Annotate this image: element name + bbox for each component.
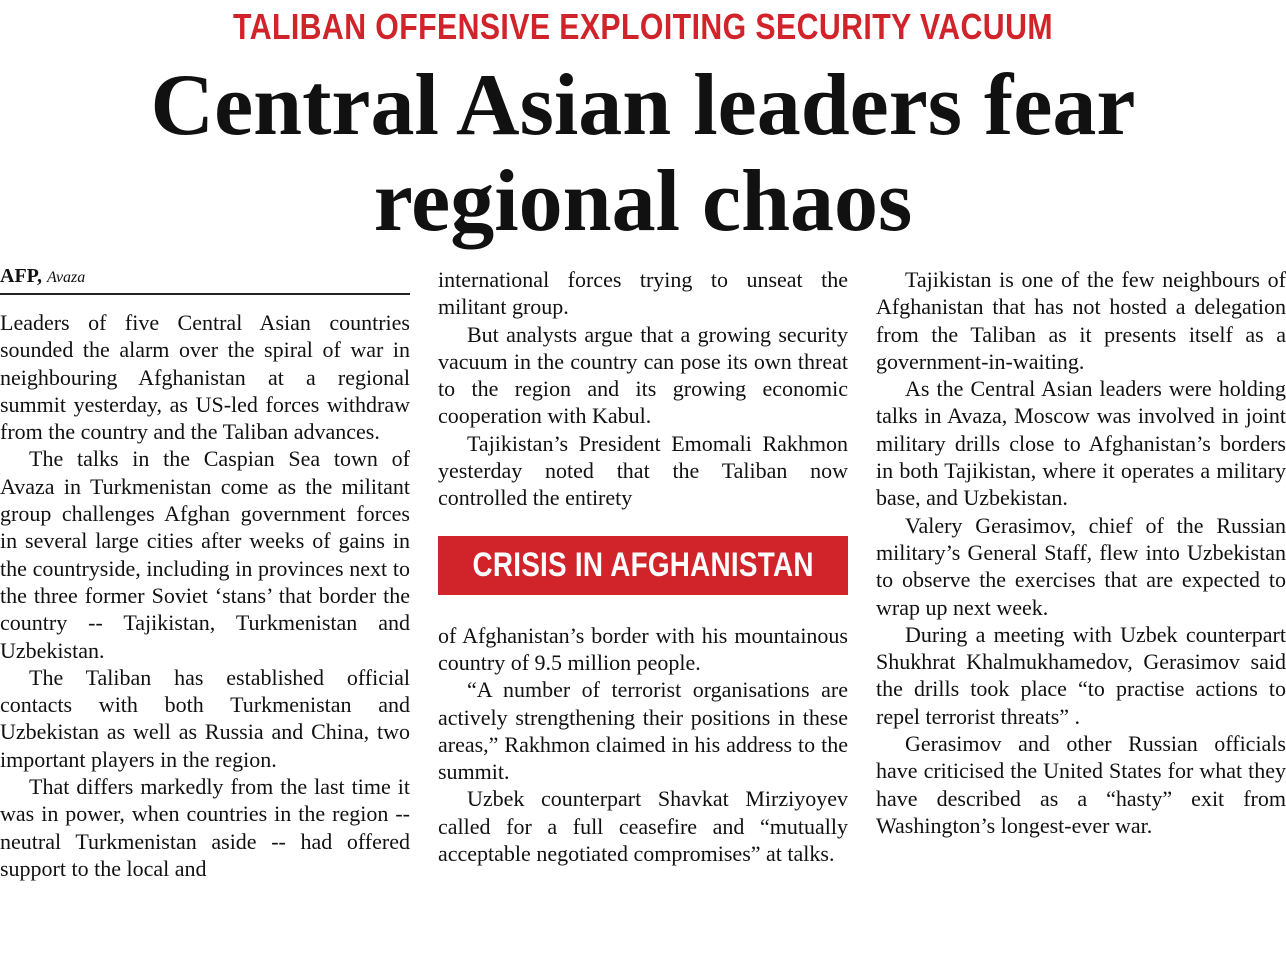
main-headline (0, 58, 1286, 250)
kicker-headline: TALIBAN OFFENSIVE EXPLOITING SECURITY VACUUM (233, 6, 1053, 47)
paragraph: Valery Gerasimov, chief of the Russian military’s General Staff, flew into Uzbekistan to observe the exercises that are expected to wrap up next week. (876, 512, 1286, 620)
paragraph: But analysts argue that a growing security vacuum in the country can pose its own threat to the region and its growing economic cooperation with Kabul. (438, 321, 848, 429)
paragraph: As the Central Asian leaders were holding talks in Avaza, Moscow was involved in joint military drills close to Afghanistan’s borders in both Tajikistan, where it operates a military base, and Uzbekistan. (876, 376, 1286, 511)
article-column-2 (438, 266, 848, 867)
paragraph: Tajikistan is one of the few neighbours of Afghanistan that has not hosted a delegation from the Taliban as it presents itself as a government-in-waiting. (876, 267, 1286, 374)
paragraph: That differs markedly from the last time it was in power, when countries in the region -- neutral Turkmenistan aside -- had offered support to the local and (0, 774, 410, 881)
byline (0, 266, 410, 295)
paragraph: Uzbek counterpart Shavkat Mirziyoyev called for a full ceasefire and “mutually acceptable negotiated compromises” at talks. (438, 786, 848, 867)
byline-place: Avaza (47, 269, 86, 286)
paragraph: Leaders of five Central Asian countries sounded the alarm over the spiral of war in neighbouring Afghanistan at a regional summit yesterday, as US-led forces withdraw from the country and the Taliban advances. (0, 310, 410, 445)
paragraph: The Taliban has established official contacts with both Turkmenistan and Uzbekistan as well as Russia and China, two important players in the region. (0, 664, 410, 772)
paragraph: During a meeting with Uzbek counterpart Shukhrat Khalmukhamedov, Gerasimov said the drills took place “to practise actions to repel terrorist threats” . (876, 621, 1286, 729)
headline-line-2: regional chaos (373, 153, 913, 250)
paragraph: Gerasimov and other Russian officials have criticised the United States for what they have described as a “hasty” exit from Washington’s longest-ever war. (876, 731, 1286, 838)
section-banner (438, 536, 848, 595)
byline-agency: AFP, (0, 265, 43, 287)
headline-line-1: Central Asian leaders fear (150, 57, 1136, 154)
paragraph: international forces trying to unseat the militant group. (438, 267, 848, 320)
article-column-3 (876, 266, 1286, 839)
paragraph: “A number of terrorist organisations are actively strengthening their positions in these areas,” Rakhmon claimed in his address to the summit. (438, 677, 848, 785)
paragraph: Tajikistan’s President Emomali Rakhmon yesterday noted that the Taliban now controlled the entirety (438, 430, 848, 511)
paragraph: The talks in the Caspian Sea town of Avaza in Turkmenistan come as the militant group challenges Afghan government forces in several large cities after weeks of gains in the countryside, including in provinces next to the three former Soviet ‘stans’ that border the country -- Tajikistan, Turkmenistan and Uzbekistan. (0, 446, 410, 663)
paragraph: of Afghanistan’s border with his mountainous country of 9.5 million people. (438, 622, 848, 675)
section-banner-label: CRISIS IN AFGHANISTAN (472, 545, 814, 584)
article-column-1 (0, 266, 410, 882)
